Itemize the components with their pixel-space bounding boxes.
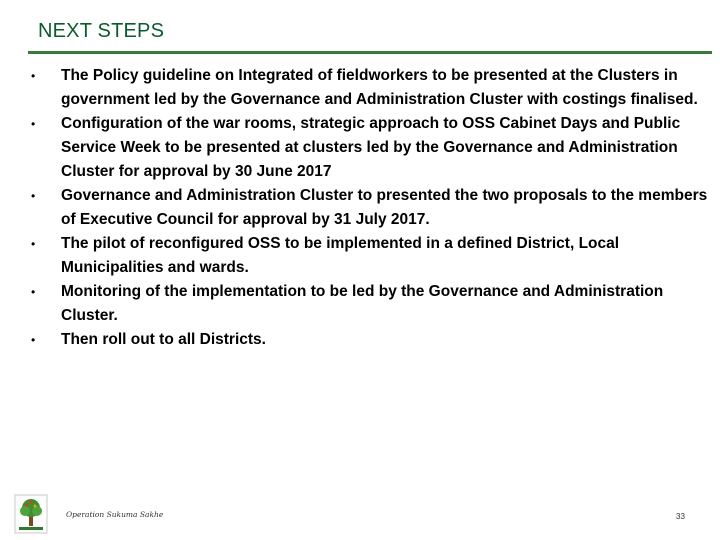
tree-logo-icon: [14, 494, 48, 534]
bullet-marker: •: [31, 69, 36, 83]
bullet-list: [28, 64, 708, 352]
page-number: 33: [676, 512, 685, 521]
title-divider: [28, 51, 712, 54]
bullet-marker: •: [31, 285, 36, 299]
bullet-text: Then roll out to all Districts.: [61, 331, 266, 348]
bullet-text: Configuration of the war rooms, strategic approach to OSS Cabinet Days and Public Service Week to be presented at clusters led by the Governance and Administration Cluster for approval by 30 June 2017: [61, 115, 681, 180]
bullet-marker: •: [31, 237, 36, 251]
bullet-marker: •: [31, 189, 36, 203]
bullet-marker: •: [31, 333, 36, 347]
bullet-text: Governance and Administration Cluster to presented the two proposals to the members of Executive Council for approval by 31 July 2017.: [61, 187, 708, 228]
bullet-item: [28, 232, 708, 280]
bullet-item: [28, 112, 708, 184]
bullet-text: Monitoring of the implementation to be led by the Governance and Administration Cluster.: [61, 283, 664, 324]
slide-title: NEXT STEPS: [38, 20, 165, 42]
bullet-text: The pilot of reconfigured OSS to be implemented in a defined District, Local Municipalities and wards.: [61, 235, 620, 276]
bullet-item: [28, 184, 708, 232]
bullet-item: [28, 64, 708, 112]
bullet-item: [28, 328, 708, 352]
bullet-item: [28, 280, 708, 328]
bullet-marker: •: [31, 117, 36, 131]
footer-organization: Operation Sukuma Sakhe: [66, 510, 164, 519]
bullet-text: The Policy guideline on Integrated of fieldworkers to be presented at the Clusters in government led by the Governance and Administration Cluster with costings finalised.: [61, 67, 698, 108]
